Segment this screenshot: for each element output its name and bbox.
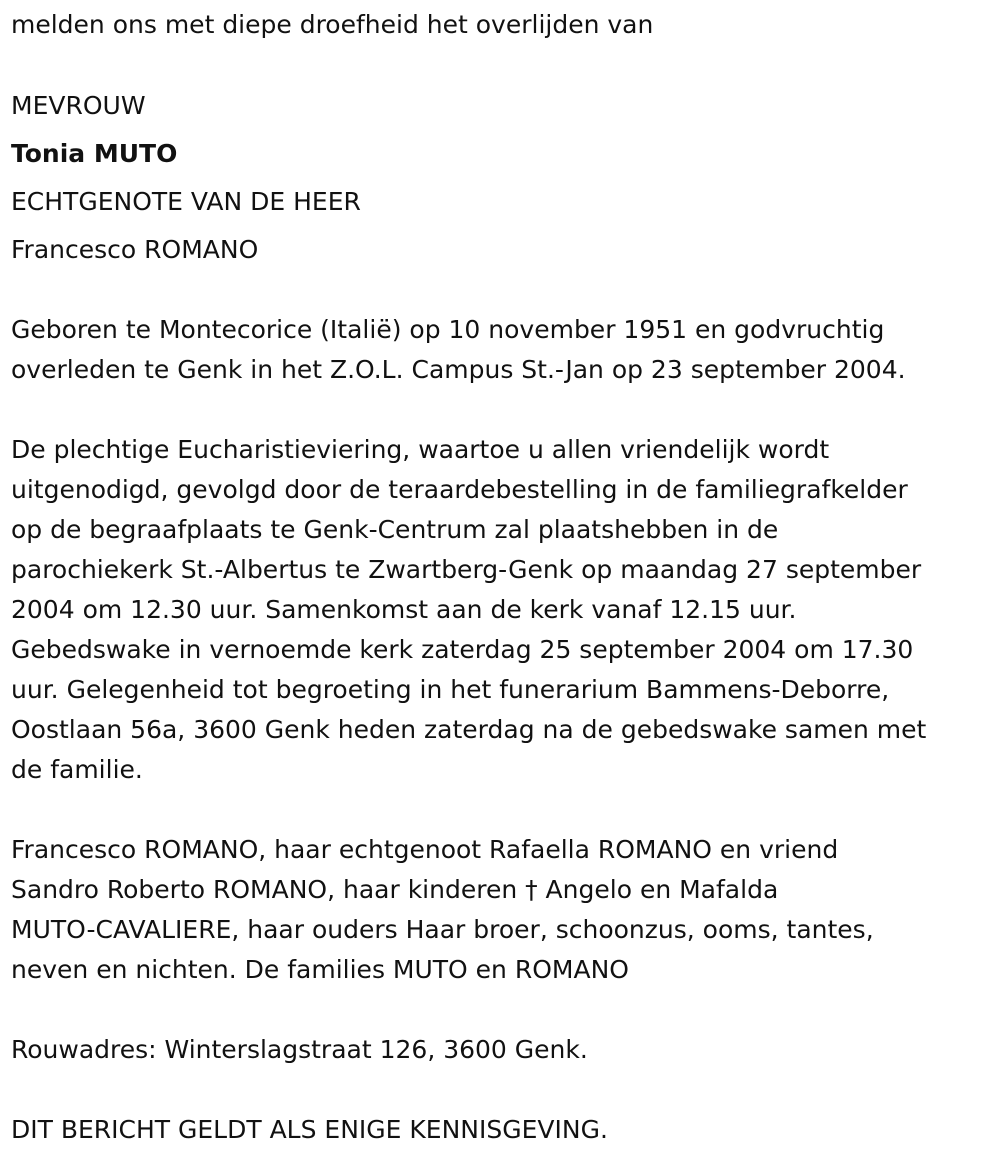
- paragraph-line: uitgenodigd, gevolgd door de teraardebestelling in de familiegrafkelder: [11, 475, 908, 504]
- spouse-name: Francesco ROMANO: [11, 235, 259, 264]
- paragraph-line: Gebedswake in vernoemde kerk zaterdag 25 september 2004 om 17.30: [11, 635, 914, 664]
- notice-paragraph: [11, 1110, 986, 1150]
- paragraph-line: MUTO-CAVALIERE, haar ouders Haar broer, schoonzus, ooms, tantes,: [11, 915, 874, 944]
- paragraph-line: parochiekerk St.-Albertus te Zwartberg-Genk op maandag 27 september: [11, 555, 922, 584]
- paragraph-line: op de begraafplaats te Genk-Centrum zal plaatshebben in de: [11, 515, 779, 544]
- paragraph-line: Oostlaan 56a, 3600 Genk heden zaterdag na de gebedswake samen met: [11, 715, 927, 744]
- mourning-address: Rouwadres: Winterslagstraat 126, 3600 Genk.: [11, 1035, 588, 1064]
- official-notice: DIT BERICHT GELDT ALS ENIGE KENNISGEVING.: [11, 1115, 608, 1144]
- paragraph-line: Francesco ROMANO, haar echtgenoot Rafaella ROMANO en vriend: [11, 835, 839, 864]
- birth-death-paragraph: [11, 310, 986, 390]
- intro-text: melden ons met diepe droefheid het overlijden van: [11, 10, 654, 39]
- deceased-name: Tonia MUTO: [11, 139, 178, 168]
- paragraph-line: uur. Gelegenheid tot begroeting in het funerarium Bammens-Deborre,: [11, 675, 890, 704]
- honorific: MEVROUW: [11, 91, 146, 120]
- paragraph-line: Sandro Roberto ROMANO, haar kinderen † Angelo en Mafalda: [11, 875, 779, 904]
- family-paragraph: [11, 830, 986, 990]
- paragraph-line: neven en nichten. De families MUTO en ROMANO: [11, 955, 629, 984]
- paragraph-line: de familie.: [11, 755, 143, 784]
- paragraph-line: 2004 om 12.30 uur. Samenkomst aan de kerk vanaf 12.15 uur.: [11, 595, 797, 624]
- paragraph-line: De plechtige Eucharistieviering, waartoe u allen vriendelijk wordt: [11, 435, 830, 464]
- ceremony-paragraph: [11, 430, 986, 790]
- relation-text: ECHTGENOTE VAN DE HEER: [11, 187, 361, 216]
- paragraph-line: overleden te Genk in het Z.O.L. Campus St.-Jan op 23 september 2004.: [11, 355, 906, 384]
- address-paragraph: [11, 1030, 986, 1070]
- paragraph-line: Geboren te Montecorice (Italië) op 10 november 1951 en godvruchtig: [11, 315, 885, 344]
